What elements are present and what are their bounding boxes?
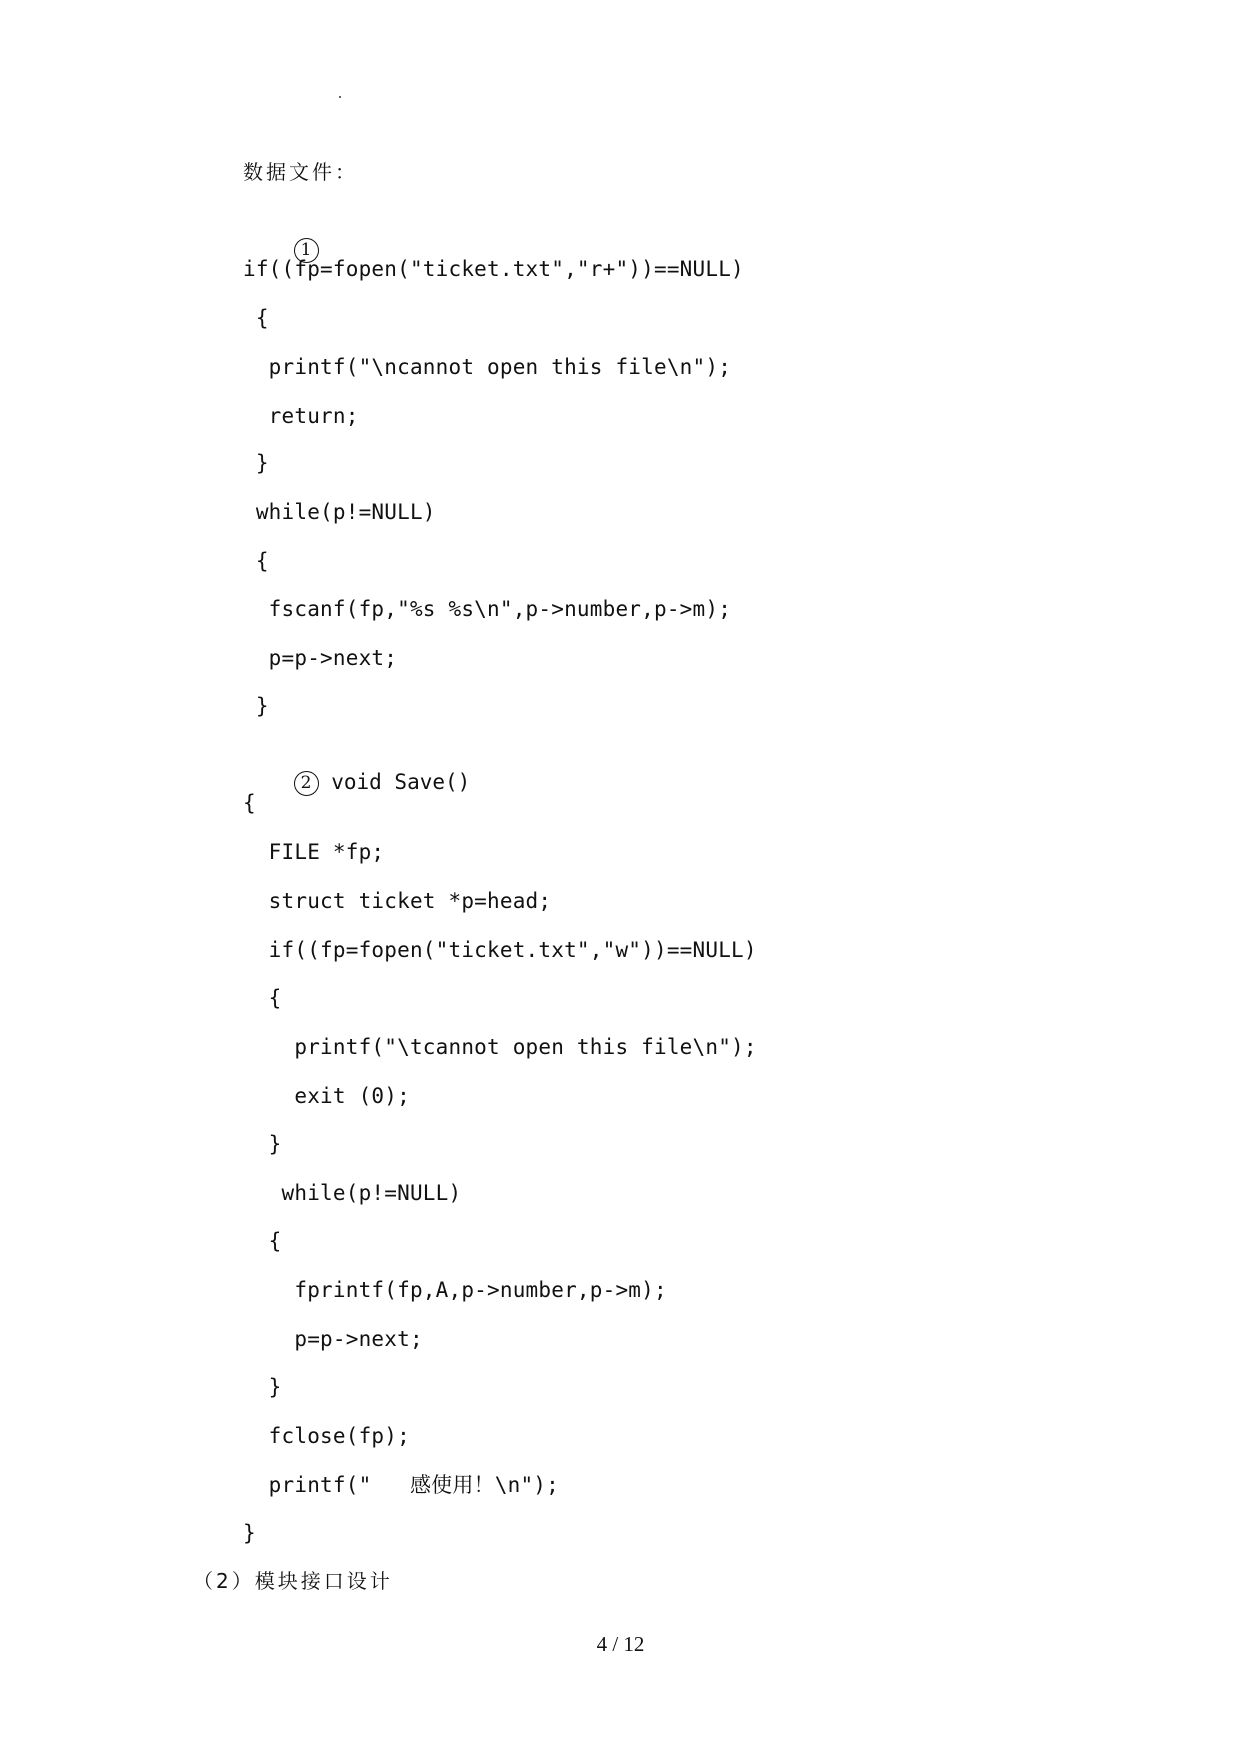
code-line: fprintf(fp,A,p->number,p->m); [243, 1278, 667, 1302]
code-line: { [243, 306, 269, 330]
code-line: fscanf(fp,"%s %s\n",p->number,p->m); [243, 597, 732, 621]
code-line: p=p->next; [243, 646, 398, 670]
code-line: } [243, 1132, 282, 1156]
code-line: } [243, 1375, 282, 1399]
stray-dot-mark [339, 96, 341, 98]
circled-number-1: 1 [294, 238, 319, 263]
code-line: if((fp=fopen("ticket.txt","r+"))==NULL) [243, 257, 744, 281]
section-label: 数据文件： [243, 160, 358, 184]
code-line: { [243, 549, 269, 573]
code-line: printf("\ncannot open this file\n"); [243, 355, 732, 379]
code-line: return; [243, 404, 359, 428]
code-line: { [243, 986, 282, 1010]
code-line: FILE *fp; [243, 840, 385, 864]
code-line: { [243, 1229, 282, 1253]
code-line: } [243, 1521, 256, 1545]
code-line: } [243, 694, 269, 718]
list-marker-2 [243, 743, 470, 822]
circled-number-2: 2 [294, 771, 319, 796]
code-line: { [243, 791, 256, 815]
code-line-function-header: void Save() [318, 770, 471, 794]
code-line: while(p!=NULL) [243, 500, 436, 524]
code-line: fclose(fp); [243, 1424, 410, 1448]
page-number: 4 / 12 [596, 1632, 645, 1656]
code-line: while(p!=NULL) [243, 1181, 462, 1205]
code-line: exit (0); [243, 1084, 410, 1108]
code-line: } [243, 451, 269, 475]
code-line: printf("\tcannot open this file\n"); [243, 1035, 757, 1059]
code-line: if((fp=fopen("ticket.txt","w"))==NULL) [243, 938, 757, 962]
code-line: printf(" 感使用！\n"); [243, 1473, 559, 1497]
code-line: struct ticket *p=head; [243, 889, 552, 913]
section-heading: （2）模块接口设计 [193, 1569, 393, 1593]
code-line: p=p->next; [243, 1327, 423, 1351]
